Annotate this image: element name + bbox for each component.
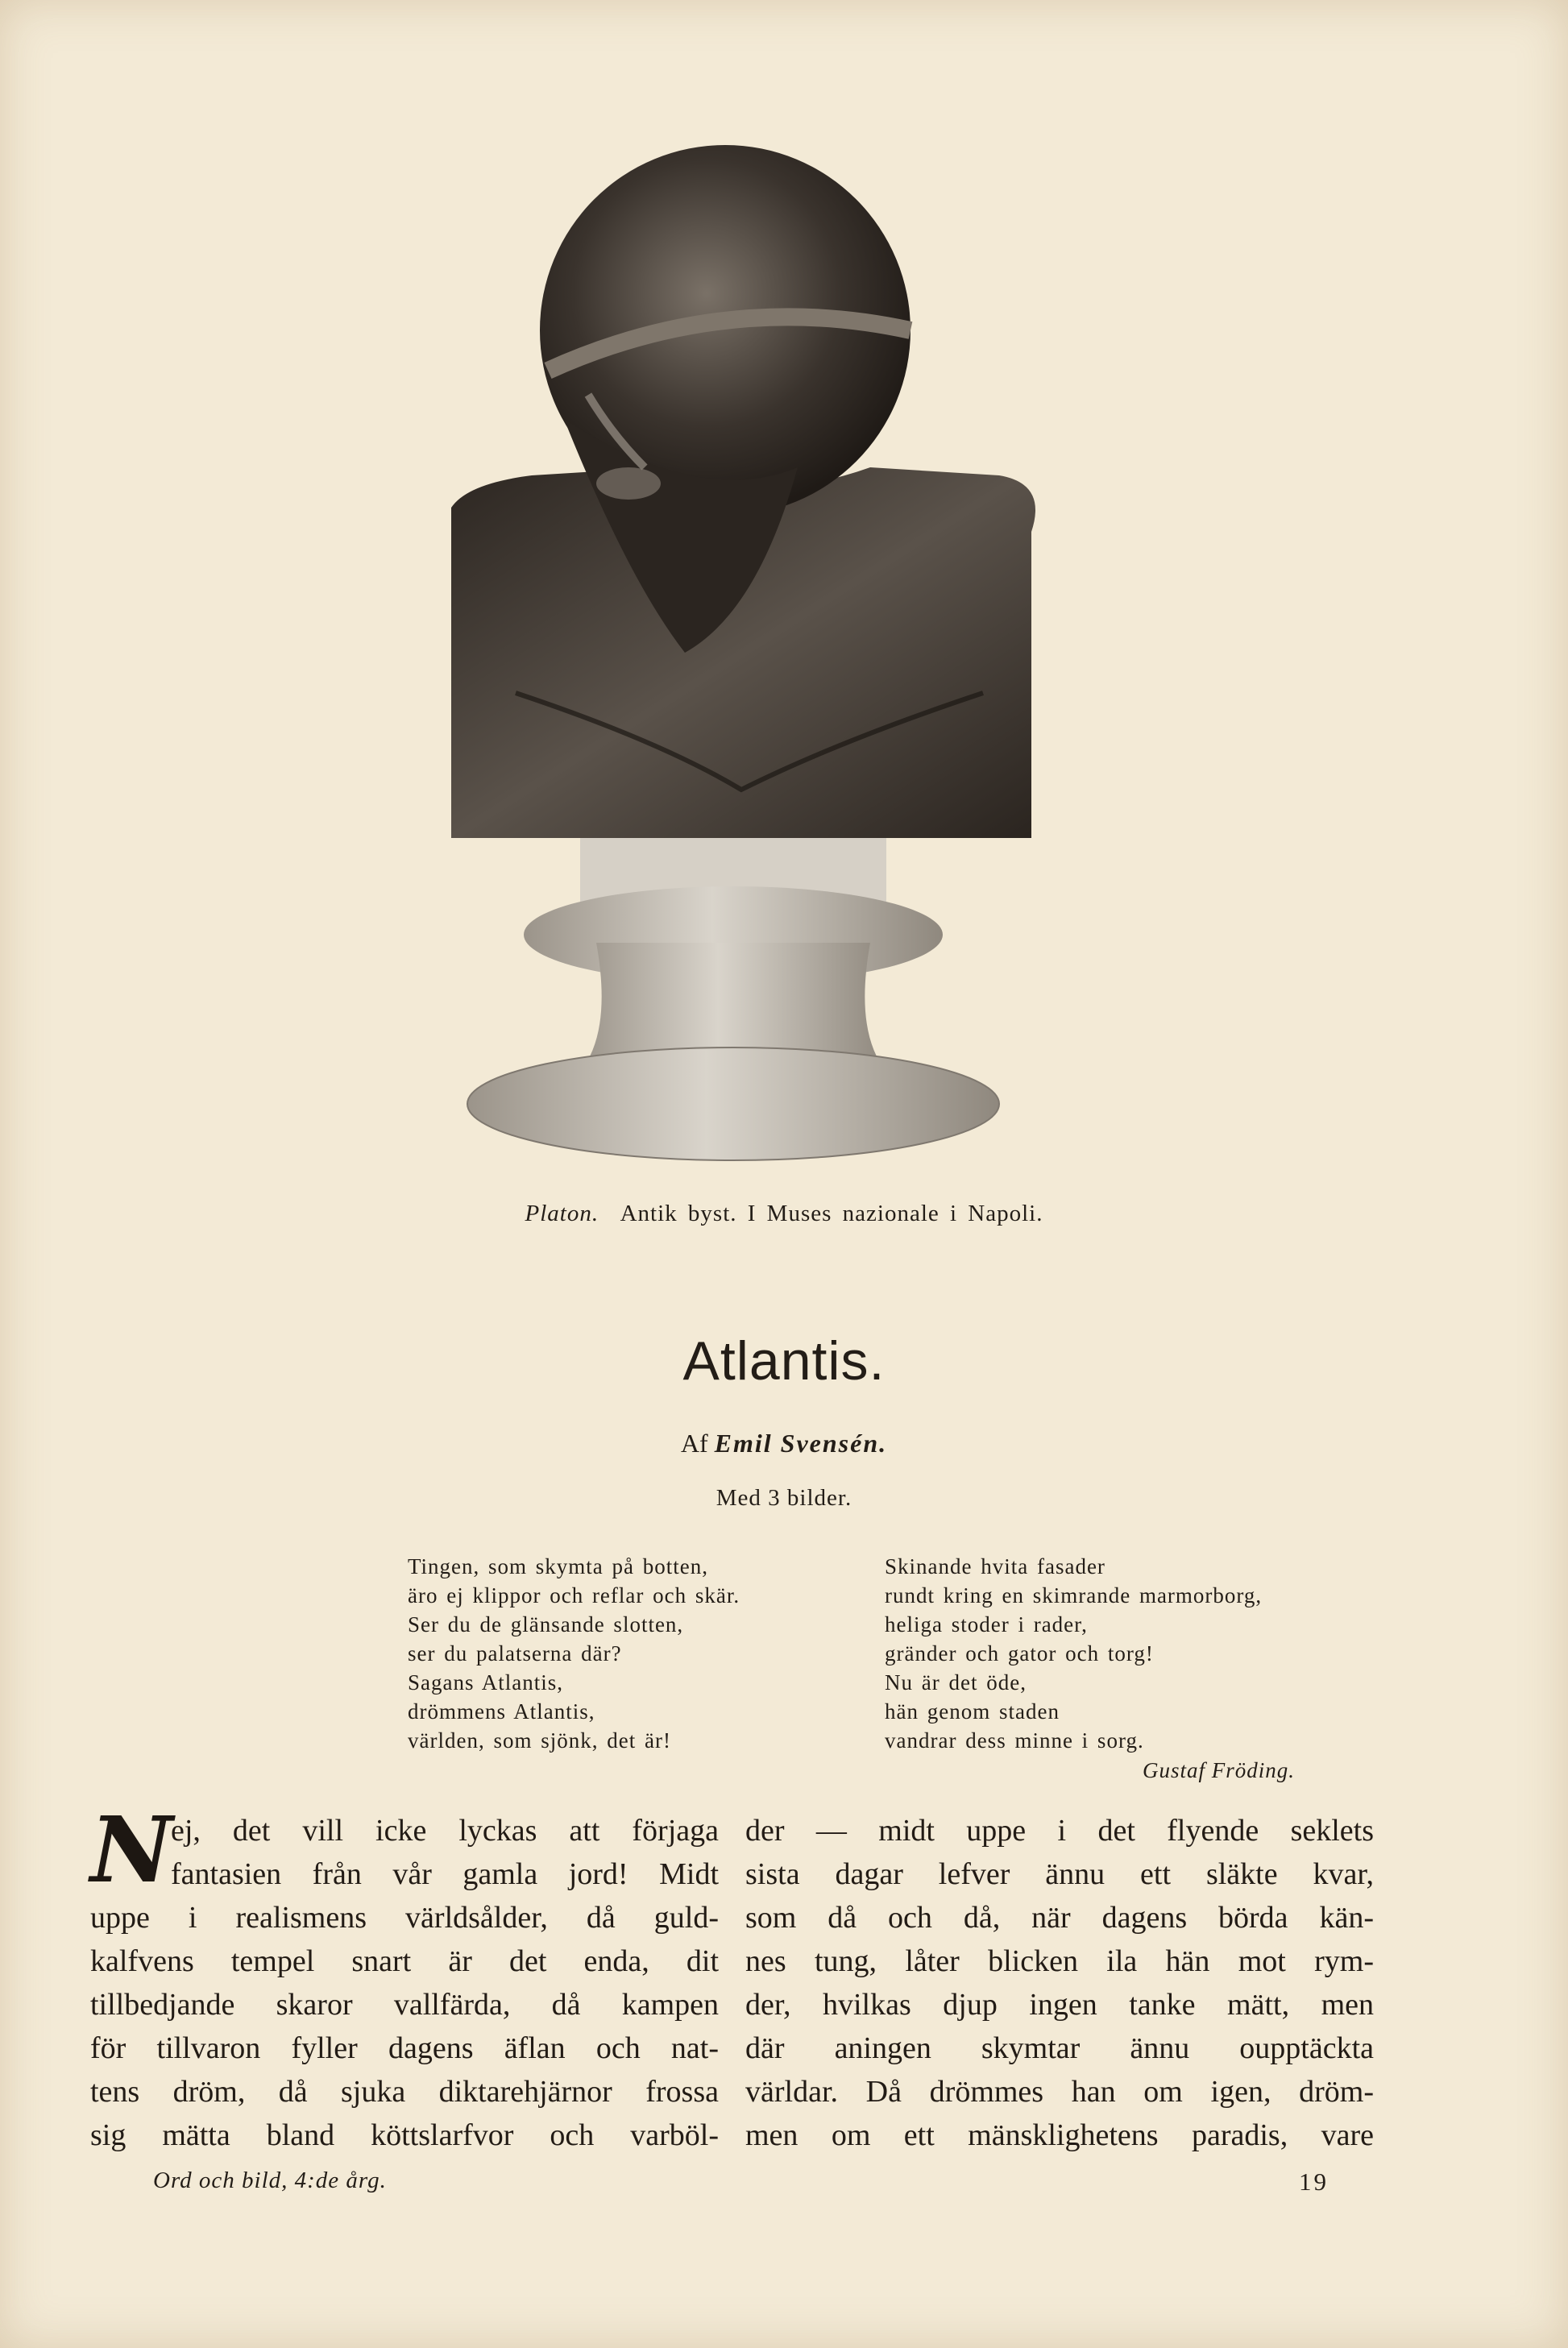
poem-line: Nu är det öde, <box>885 1670 1027 1695</box>
poem-signature: Gustaf Fröding. <box>1143 1758 1296 1782</box>
journal-footer: Ord och bild, 4:de årg. <box>153 2168 387 2193</box>
body-line: som då och då, när dagens börda kän- <box>745 1901 1374 1935</box>
byline-prefix: Af <box>680 1429 708 1458</box>
poem-line: äro ej klippor och reflar och skär. <box>408 1583 740 1608</box>
body-line: där aningen skymtar ännu oupptäckta <box>745 2031 1374 2065</box>
page-number: 19 <box>1299 2168 1329 2196</box>
images-note: Med 3 bilder. <box>716 1485 852 1511</box>
body-line: för tillvaron fyller dagens äflan och nat- <box>90 2031 719 2065</box>
figure-caption <box>0 1201 1568 1227</box>
article-byline <box>0 1429 1568 1458</box>
caption-name: Platon. <box>525 1201 599 1226</box>
poem-stanza-left <box>408 1552 740 1755</box>
poem-line: Skinande hvita fasader <box>885 1554 1105 1578</box>
body-line: sig mätta bland köttslarfvor och varböl- <box>90 2118 719 2152</box>
body-column-left <box>90 1798 719 2157</box>
body-line: kalfvens tempel snart är det enda, dit <box>90 1944 719 1978</box>
poem-line: Ser du de glänsande slotten, <box>408 1612 684 1637</box>
bust-illustration <box>419 129 1080 1176</box>
body-column-right <box>745 1809 1374 2157</box>
poem-line: hän genom staden <box>885 1699 1060 1724</box>
plato-bust-image <box>419 129 1080 1176</box>
body-line: uppe i realismens världsålder, då guld- <box>90 1901 719 1935</box>
poem-line: heliga stoder i rader, <box>885 1612 1088 1637</box>
caption-description: Antik byst. I Muses nazionale i Napoli. <box>620 1201 1043 1226</box>
drop-cap: N <box>90 1798 173 1903</box>
poem-line: ser du palatserna där? <box>408 1641 622 1666</box>
poem-line: världen, som sjönk, det är! <box>408 1728 671 1753</box>
poem-line: drömmens Atlantis, <box>408 1699 595 1724</box>
poem-line: vandrar dess minne i sorg. <box>885 1728 1144 1753</box>
body-line: fantasien från vår gamla jord! Midt <box>171 1857 719 1891</box>
body-line: der, hvilkas djup ingen tanke mätt, men <box>745 1988 1374 2022</box>
body-line: tens dröm, då sjuka diktarehjärnor frossa <box>90 2075 719 2109</box>
body-line: världar. Då drömmes han om igen, dröm- <box>745 2075 1374 2109</box>
body-line: nes tung, låter blicken ila hän mot rym- <box>745 1944 1374 1978</box>
body-line: der — midt uppe i det flyende seklets <box>745 1814 1374 1848</box>
poem-line: Tingen, som skymta på botten, <box>408 1554 709 1578</box>
poem-line: Sagans Atlantis, <box>408 1670 563 1695</box>
body-line: men om ett mänsklighetens paradis, vare <box>745 2118 1374 2152</box>
body-line: ej, det vill icke lyckas att förjaga <box>171 1814 719 1848</box>
poem-stanza-right <box>885 1552 1262 1755</box>
body-line: tillbedjande skaror vallfärda, då kampen <box>90 1988 719 2022</box>
body-line: sista dagar lefver ännu ett släkte kvar, <box>745 1857 1374 1891</box>
poem-line: rundt kring en skimrande marmorborg, <box>885 1583 1263 1608</box>
poem-line: gränder och gator och torg! <box>885 1641 1154 1666</box>
author-name: Emil Svensén. <box>714 1429 888 1458</box>
article-title: Atlantis. <box>682 1330 886 1392</box>
